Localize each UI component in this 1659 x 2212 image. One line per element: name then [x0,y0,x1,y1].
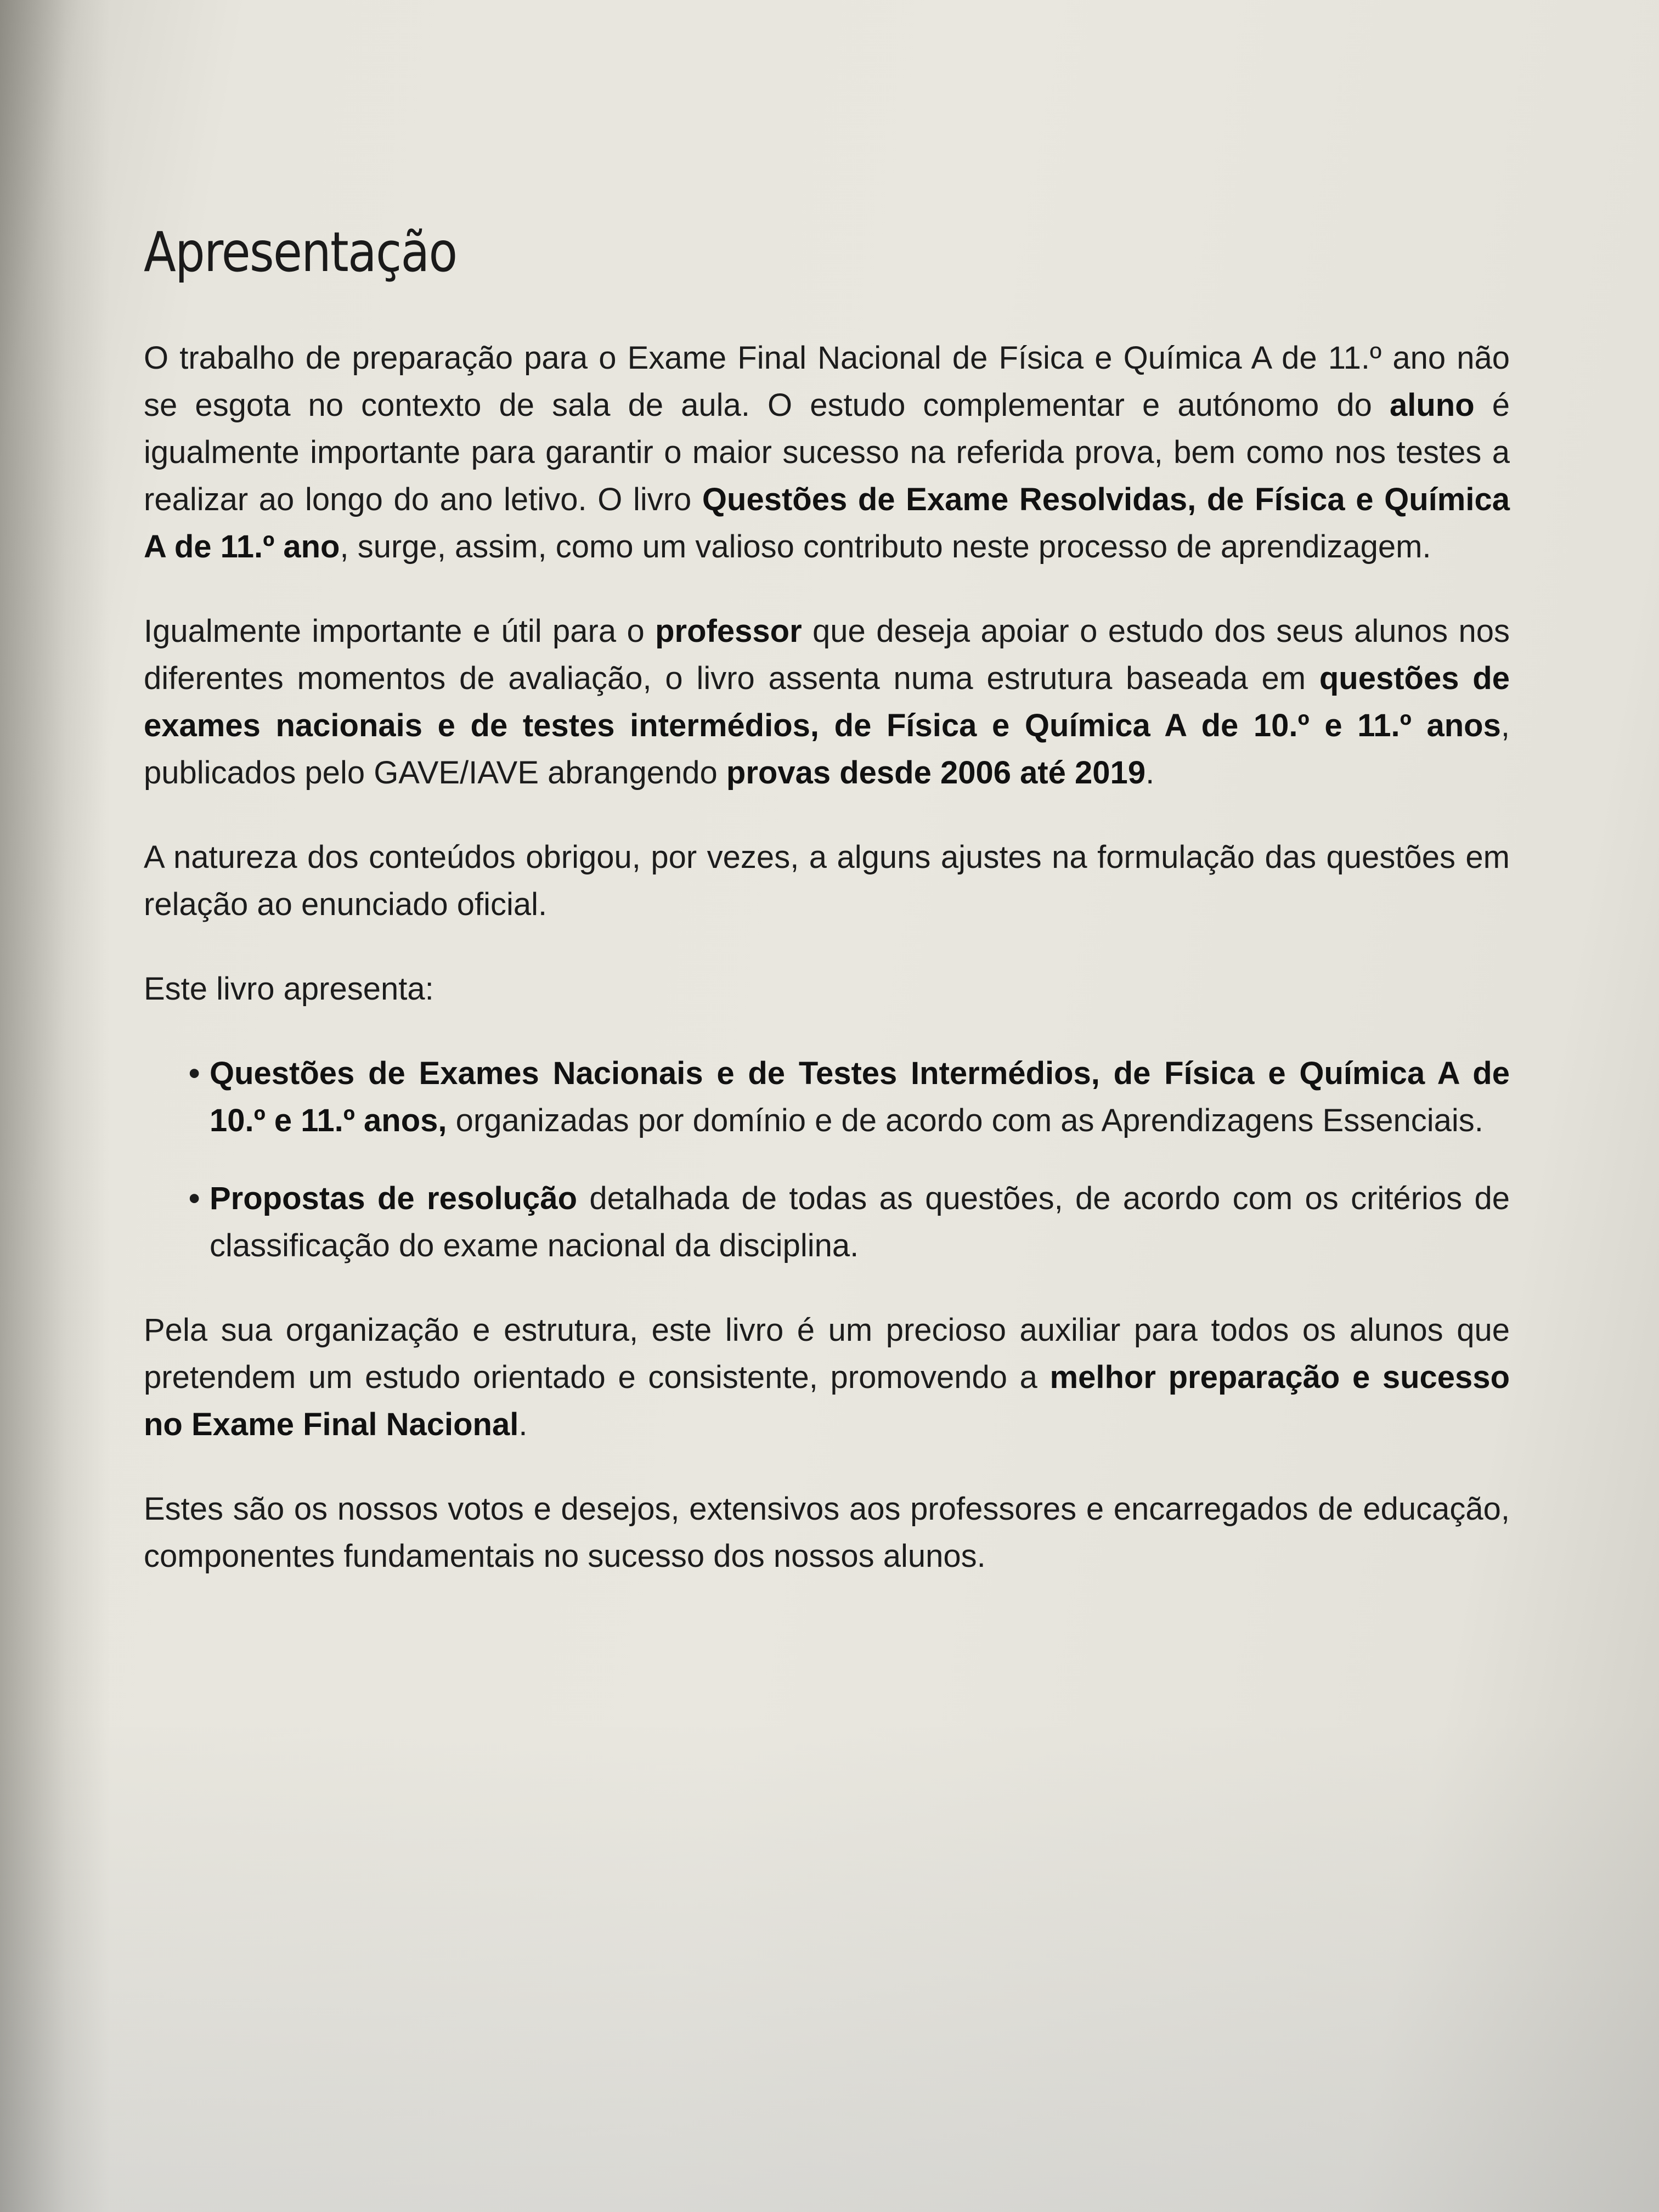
page-title: Apresentação [144,220,457,284]
paragraph-intro: O trabalho de preparação para o Exame Final Nacional de Física e Química A de 11.º ano não se esgota no contexto de sala de aula. O estudo complementar e autónomo do aluno é igualmente importante para garantir o maior sucesso na referida prova, bem como nos testes a realizar ao longo do ano letivo. O livro Questões de Exame Resolvidas, de Física e Química A de 11.º ano, surge, assim, como um valioso contributo neste processo de aprendizagem. [144,340,1510,565]
paragraph-natureza: A natureza dos conteúdos obrigou, por vezes, a alguns ajustes na formulação das questões em relação ao enunciado oficial. [144,839,1510,922]
list-item: • Propostas de resolução detalhada de todas as questões, de acordo com os critérios de classificação do exame nacional da disciplina. [210,1175,1510,1269]
paragraph-votos: Estes são os nossos votos e desejos, extensivos aos professores e encarregados de educação, componentes fundamentais no sucesso dos nossos alunos. [144,1491,1510,1574]
paragraph-organizacao: Pela sua organização e estrutura, este livro é um precioso auxiliar para todos os alunos que pretendem um estudo orientado e consistente, promovendo a melhor preparação e sucesso no Exame Final Nacional. [144,1312,1510,1442]
paragraph-professor: Igualmente importante e útil para o professor que deseja apoiar o estudo dos seus alunos nos diferentes momentos de avaliação, o livro assenta numa estrutura baseada em questões de exames nacionais e de testes intermédios, de Física e Química A de 10.º e 11.º anos, publicados pelo GAVE/IAVE abrangendo provas desde 2006 até 2019. [144,613,1510,791]
bold-book-title: Questões de Exame Resolvidas, de Física e Química A de 11.º ano [144,482,1510,565]
feature-list [144,1050,1510,1269]
paragraph-apresenta: Este livro apresenta: [144,971,434,1007]
bold-provas: provas desde 2006 até 2019 [726,755,1146,791]
bold-melhor-preparacao: melhor preparação e sucesso no Exame Final Nacional [144,1359,1510,1442]
page-bottom-shadow [0,1718,1659,2212]
page-content [144,219,1510,1617]
bold-questoes: questões de exames nacionais e de testes intermédios, de Física e Química A de 10.º e 11.º anos [144,661,1510,743]
bold-professor: professor [655,613,802,649]
bullet-icon: • [189,1056,200,1091]
bullet-icon: • [189,1181,200,1216]
bold-aluno: aluno [1389,387,1475,423]
list-item: • Questões de Exames Nacionais e de Testes Intermédios, de Física e Química A de 10.º e 11.º anos, organizadas por domínio e de acordo com as Aprendizagens Essenciais. [210,1050,1510,1144]
